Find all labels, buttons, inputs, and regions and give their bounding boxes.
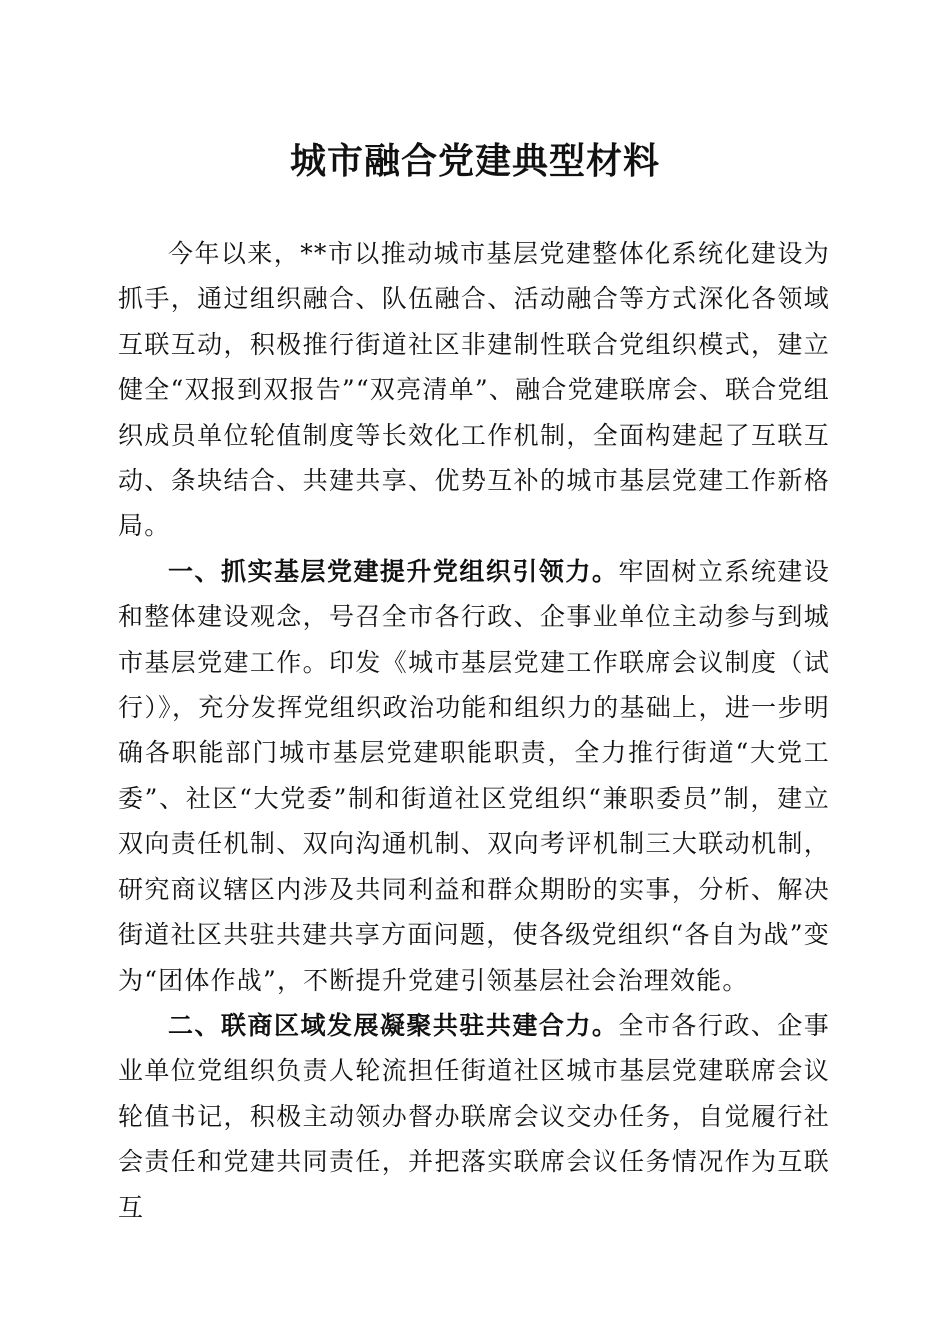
- section-paragraph-1: [118, 549, 830, 1003]
- section-heading-2: 二、联商区域发展凝聚共驻共建合力。: [168, 1010, 619, 1040]
- intro-paragraph: 今年以来，**市以推动城市基层党建整体化系统化建设为抓手，通过组织融合、队伍融合、活动融合等方式深化各领域互联互动，积极推行街道社区非建制性联合党组织模式，建立健全“双报到双报告”“双亮清单”、融合党建联席会、联合党组织成员单位轮值制度等长效化工作机制，全面构建起了互联互动、条块结合、共建共享、优势互补的城市基层党建工作新格局。: [118, 239, 830, 541]
- document-title: 城市融合党建典型材料: [289, 140, 660, 182]
- document-body: [118, 231, 830, 1230]
- section-paragraph-2: [118, 1003, 830, 1230]
- section-heading-1: 一、抓实基层党建提升党组织引领力。: [168, 556, 619, 586]
- section-text-1: 牢固树立系统建设和整体建设观念，号召全市各行政、企事业单位主动参与到城市基层党建工作。印发《城市基层党建工作联席会议制度（试行）》，充分发挥党组织政治功能和组织力的基础上，进一步明确各职能部门城市基层党建职能职责，全力推行街道“大党工委”、社区“大党委”制和街道社区党组织“兼职委员”制，建立双向责任机制、双向沟通机制、双向考评机制三大联动机制，研究商议辖区内涉及共同利益和群众期盼的实事，分析、解决街道社区共驻共建共享方面问题，使各级党组织“各自为战”变为“团体作战”，不断提升党建引领基层社会治理效能。: [118, 556, 830, 995]
- section-text-2: 全市各行政、企事业单位党组织负责人轮流担任街道社区城市基层党建联席会议轮值书记，积极主动领办督办联席会议交办任务，自觉履行社会责任和党建共同责任，并把落实联席会议任务情况作为互联互: [118, 1010, 830, 1222]
